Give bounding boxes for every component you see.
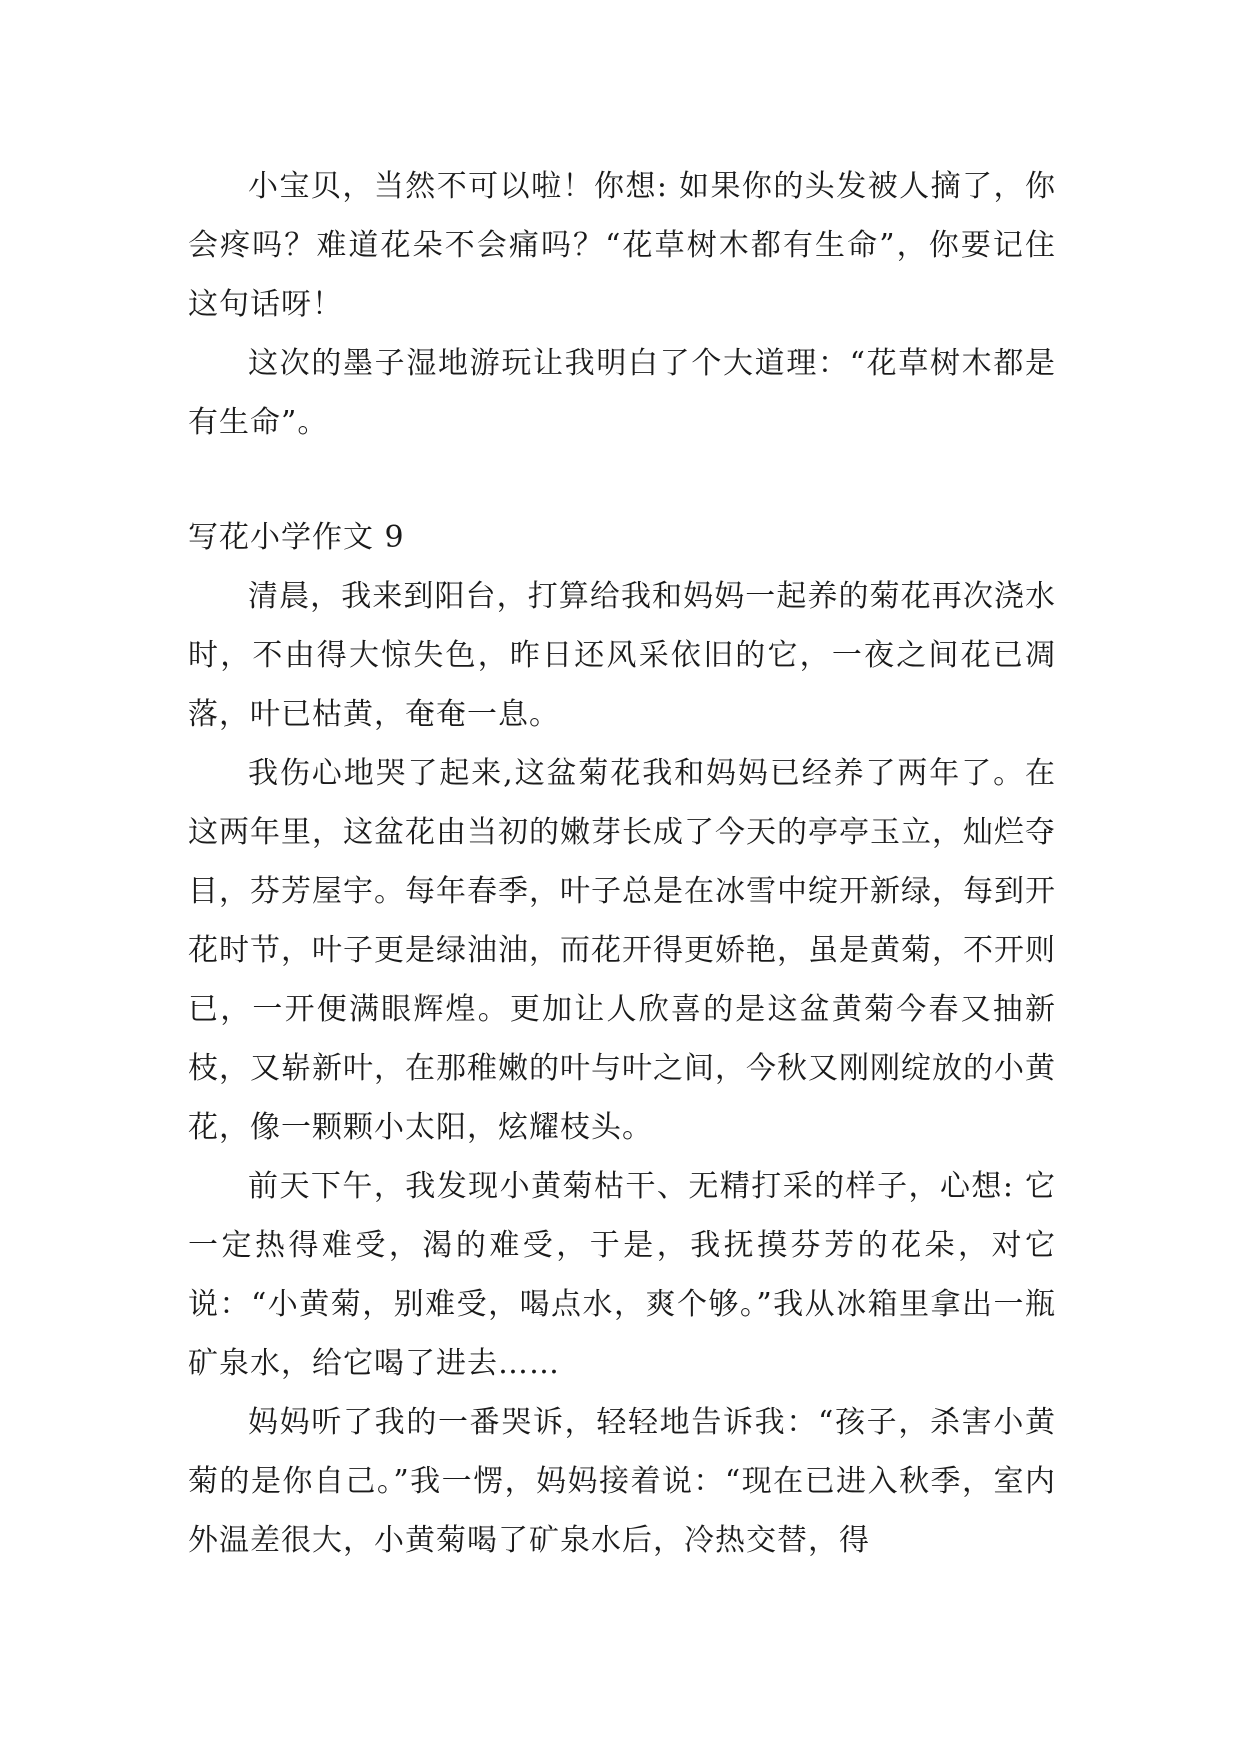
paragraph: 我伤心地哭了起来,这盆菊花我和妈妈已经养了两年了。在这两年里，这盆花由当初的嫩芽长成了今天的亭亭玉立，灿烂夺目，芬芳屋宇。每年春季，叶子总是在冰雪中绽开新绿，每到开花时节，叶子更是绿油油，而花开得更娇艳，虽是黄菊，不开则已，一开便满眼辉煌。更加让人欣喜的是这盆黄菊今春又抽新枝，又崭新叶，在那稚嫩的叶与叶之间，今秋又刚刚绽放的小黄花，像一颗颗小太阳，炫耀枝头。 (188, 756, 1056, 1145)
paragraph: 小宝贝，当然不可以啦！你想: 如果你的头发被人摘了，你会疼吗？难道花朵不会痛吗？“花草树木都有生命”，你要记住这句话呀！ (188, 169, 1056, 322)
paragraph: 妈妈听了我的一番哭诉，轻轻地告诉我：“孩子，杀害小黄菊的是你自己。”我一愣，妈妈接着说：“现在已进入秋季，室内外温差很大，小黄菊喝了矿泉水后，冷热交替，得 (188, 1405, 1056, 1558)
paragraph: 这次的墨子湿地游玩让我明白了个大道理：“花草树木都是有生命”。 (188, 346, 1056, 440)
paragraph: 前天下午，我发现小黄菊枯干、无精打采的样子，心想: 它一定热得难受，渴的难受，于是，我抚摸芬芳的花朵，对它说：“小黄菊，别难受，喝点水，爽个够。”我从冰箱里拿出一瓶矿泉水，给它喝了进去…… (188, 1169, 1056, 1381)
section-heading: 写花小学作文 9 (188, 520, 405, 555)
document-body (188, 157, 1056, 1570)
paragraph: 清晨，我来到阳台，打算给我和妈妈一起养的菊花再次浇水时，不由得大惊失色，昨日还风采依旧的它，一夜之间花已凋落，叶已枯黄，奄奄一息。 (188, 579, 1056, 732)
